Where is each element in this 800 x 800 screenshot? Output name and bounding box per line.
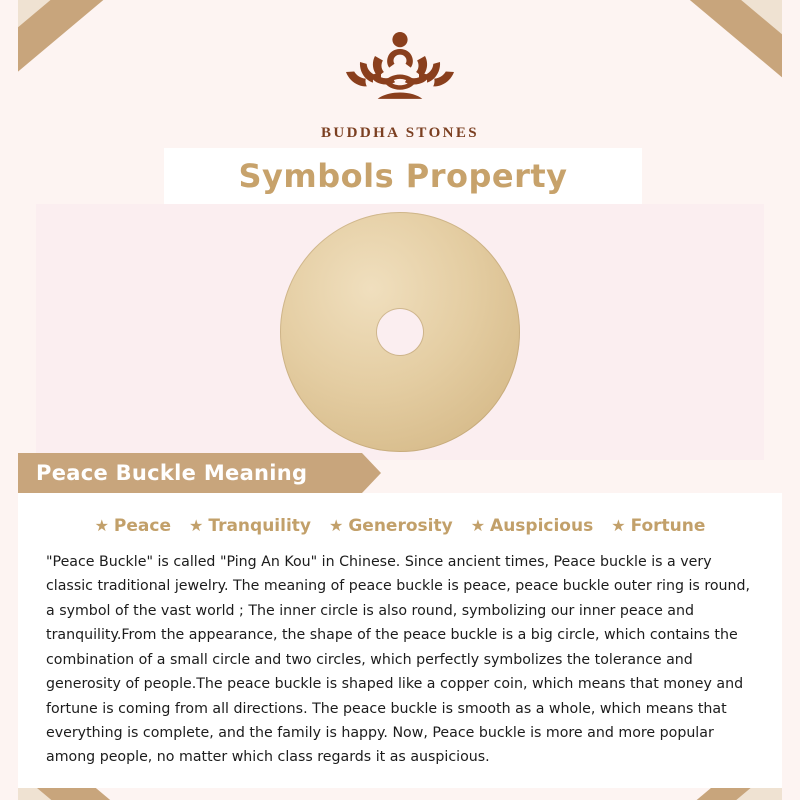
- star-icon: ★: [329, 516, 344, 535]
- star-icon: ★: [470, 516, 486, 535]
- keyword-item: [95, 516, 171, 536]
- description-text: "Peace Buckle" is called "Ping An Kou" in Chinese. Since ancient times, Peace buckle is a very classic traditional jewelry. The meaning of peace buckle is peace, peace buckle outer ring is round, a symbol of the vast world ; The inner circle is also round, symbolizing our inner peace and tranquility.From the appearance, the shape of the peace buckle is a big circle, which contains the combination of a small circle and two circles, which perfectly symbolizes the tolerance and generosity of people.The peace buckle is shaped like a copper coin, which means that money and fortune is coming from all directions. The peace buckle is smooth as a whole, which means that everything is complete, and the family is happy. Now, Peace buckle is more and more popular among people, no matter which class regards it as auspicious.: [46, 554, 751, 766]
- section-ribbon-label: Peace Buckle Meaning: [36, 461, 308, 485]
- page-title: Symbols Property: [238, 157, 568, 195]
- peace-buckle-disc-image: [36, 204, 764, 460]
- lotus-meditation-icon: [18, 26, 782, 119]
- keyword-label: Fortune: [630, 516, 706, 536]
- keyword-label: Tranquility: [208, 516, 311, 536]
- right-edge-strip: [782, 0, 800, 800]
- keyword-item: [189, 516, 311, 536]
- page-title-band: [164, 148, 642, 204]
- star-icon: ★: [189, 516, 204, 535]
- keyword-item: [329, 516, 453, 536]
- brand-logo-block: [18, 26, 782, 142]
- disc-outer-ring: [280, 212, 520, 452]
- star-icon: ★: [94, 516, 109, 535]
- keyword-label: Generosity: [348, 516, 453, 536]
- product-image-area: [36, 204, 764, 460]
- star-icon: ★: [611, 516, 626, 535]
- description-panel: [18, 493, 782, 788]
- brand-name: BUDDHA STONES: [320, 125, 480, 141]
- keyword-label: Auspicious: [490, 516, 594, 536]
- keyword-item: [611, 516, 705, 536]
- section-ribbon: [18, 453, 362, 493]
- disc-inner-hole: [377, 309, 423, 355]
- keyword-list: [18, 493, 782, 536]
- keyword-label: Peace: [113, 516, 171, 536]
- poster-content: [18, 12, 782, 788]
- left-edge-strip: [0, 0, 18, 800]
- keyword-item: [471, 516, 594, 536]
